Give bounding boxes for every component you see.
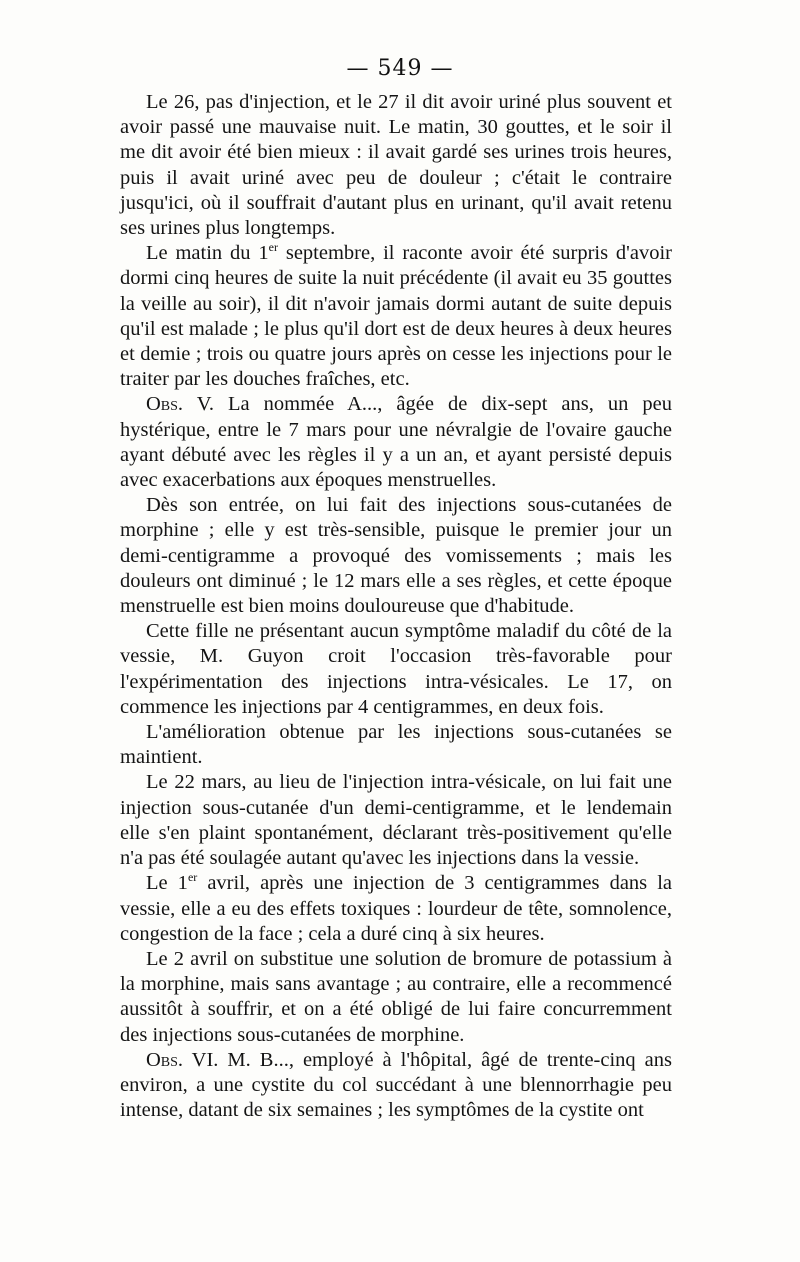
paragraph-9: Le 2 avril on substitue une solution de bromure de potassium à la morphine, mais sans avantage ; au contraire, elle a recommencé aussitôt à souffrir, et on a été obligé de lui faire concurremment des injections sous-cutanées de morphine. [120, 947, 672, 1046]
paragraph-2: Le matin du 1er septembre, il raconte avoir été surpris d'avoir dormi cinq heures de suite la nuit précédente (il avait eu 35 gouttes la veille au soir), il dit n'avoir jamais dormi autant de suite depuis qu'il est malade ; le plus qu'il dort est de deux heures à deux heures et demie ; trois ou quatre jours après on cesse les injections pour le traiter par les douches fraîches, etc. [120, 240, 672, 391]
page-number: — 549 — [346, 56, 454, 81]
paragraph-8: Le 1er avril, après une injection de 3 centigrammes dans la vessie, elle a eu des effets toxiques : lourdeur de tête, somnolence, congestion de la face ; cela a duré cinq à six heures. [120, 870, 672, 945]
observation-5-paragraph: Obs. V. La nommée A..., âgée de dix-sept ans, un peu hystérique, entre le 7 mars pour une névralgie de l'ovaire gauche ayant débuté avec les règles il y a un an, et ayant persisté depuis avec exacerbations aux époques menstruelles. [120, 393, 672, 492]
paragraph-1: Le 26, pas d'injection, et le 27 il dit avoir uriné plus souvent et avoir passé une mauvaise nuit. Le matin, 30 gouttes, et le soir il me dit avoir été bien mieux : il avait gardé ses urines trois heures, puis il avait uriné avec peu de douleur ; c'était le contraire jusqu'ici, où il souffrait d'autant plus en urinant, qu'il avait retenu ses urines plus longtemps. [120, 91, 672, 240]
paragraph-4: Dès son entrée, on lui fait des injections sous-cutanées de morphine ; elle y est très-sensible, puisque le premier jour un demi-centigramme a provoqué des vomissements ; mais les douleurs ont diminué ; le 12 mars elle a ses règles, et cette époque menstruelle est bien moins douloureuse que d'habitude. [120, 494, 672, 618]
observation-label: Obs. V. [146, 393, 214, 416]
observation-6-paragraph: Obs. VI. M. B..., employé à l'hôpital, âgé de trente-cinq ans environ, a une cystite du col succédant à une blennorrhagie peu intense, datant de six semaines ; les symptômes de la cystite ont [120, 1048, 672, 1122]
observation-label: Obs. VI. [146, 1048, 219, 1071]
paragraph-5: Cette fille ne présentant aucun symptôme maladif du côté de la vessie, M. Guyon croit l'occasion très-favorable pour l'expérimentation des injections intra-vésicales. Le 17, on commence les injections par 4 centigrammes, en deux fois. [120, 620, 672, 718]
paragraph-6: L'amélioration obtenue par les injections sous-cutanées se maintient. [120, 721, 672, 769]
paragraph-7: Le 22 mars, au lieu de l'injection intra-vésicale, on lui fait une injection sous-cutanée d'un demi-centigramme, et le lendemain elle s'en plaint spontanément, déclarant très-positivement qu'elle n'a pas été soulagée autant qu'avec les injections dans la vessie. [120, 771, 672, 870]
body-text [120, 90, 672, 1123]
